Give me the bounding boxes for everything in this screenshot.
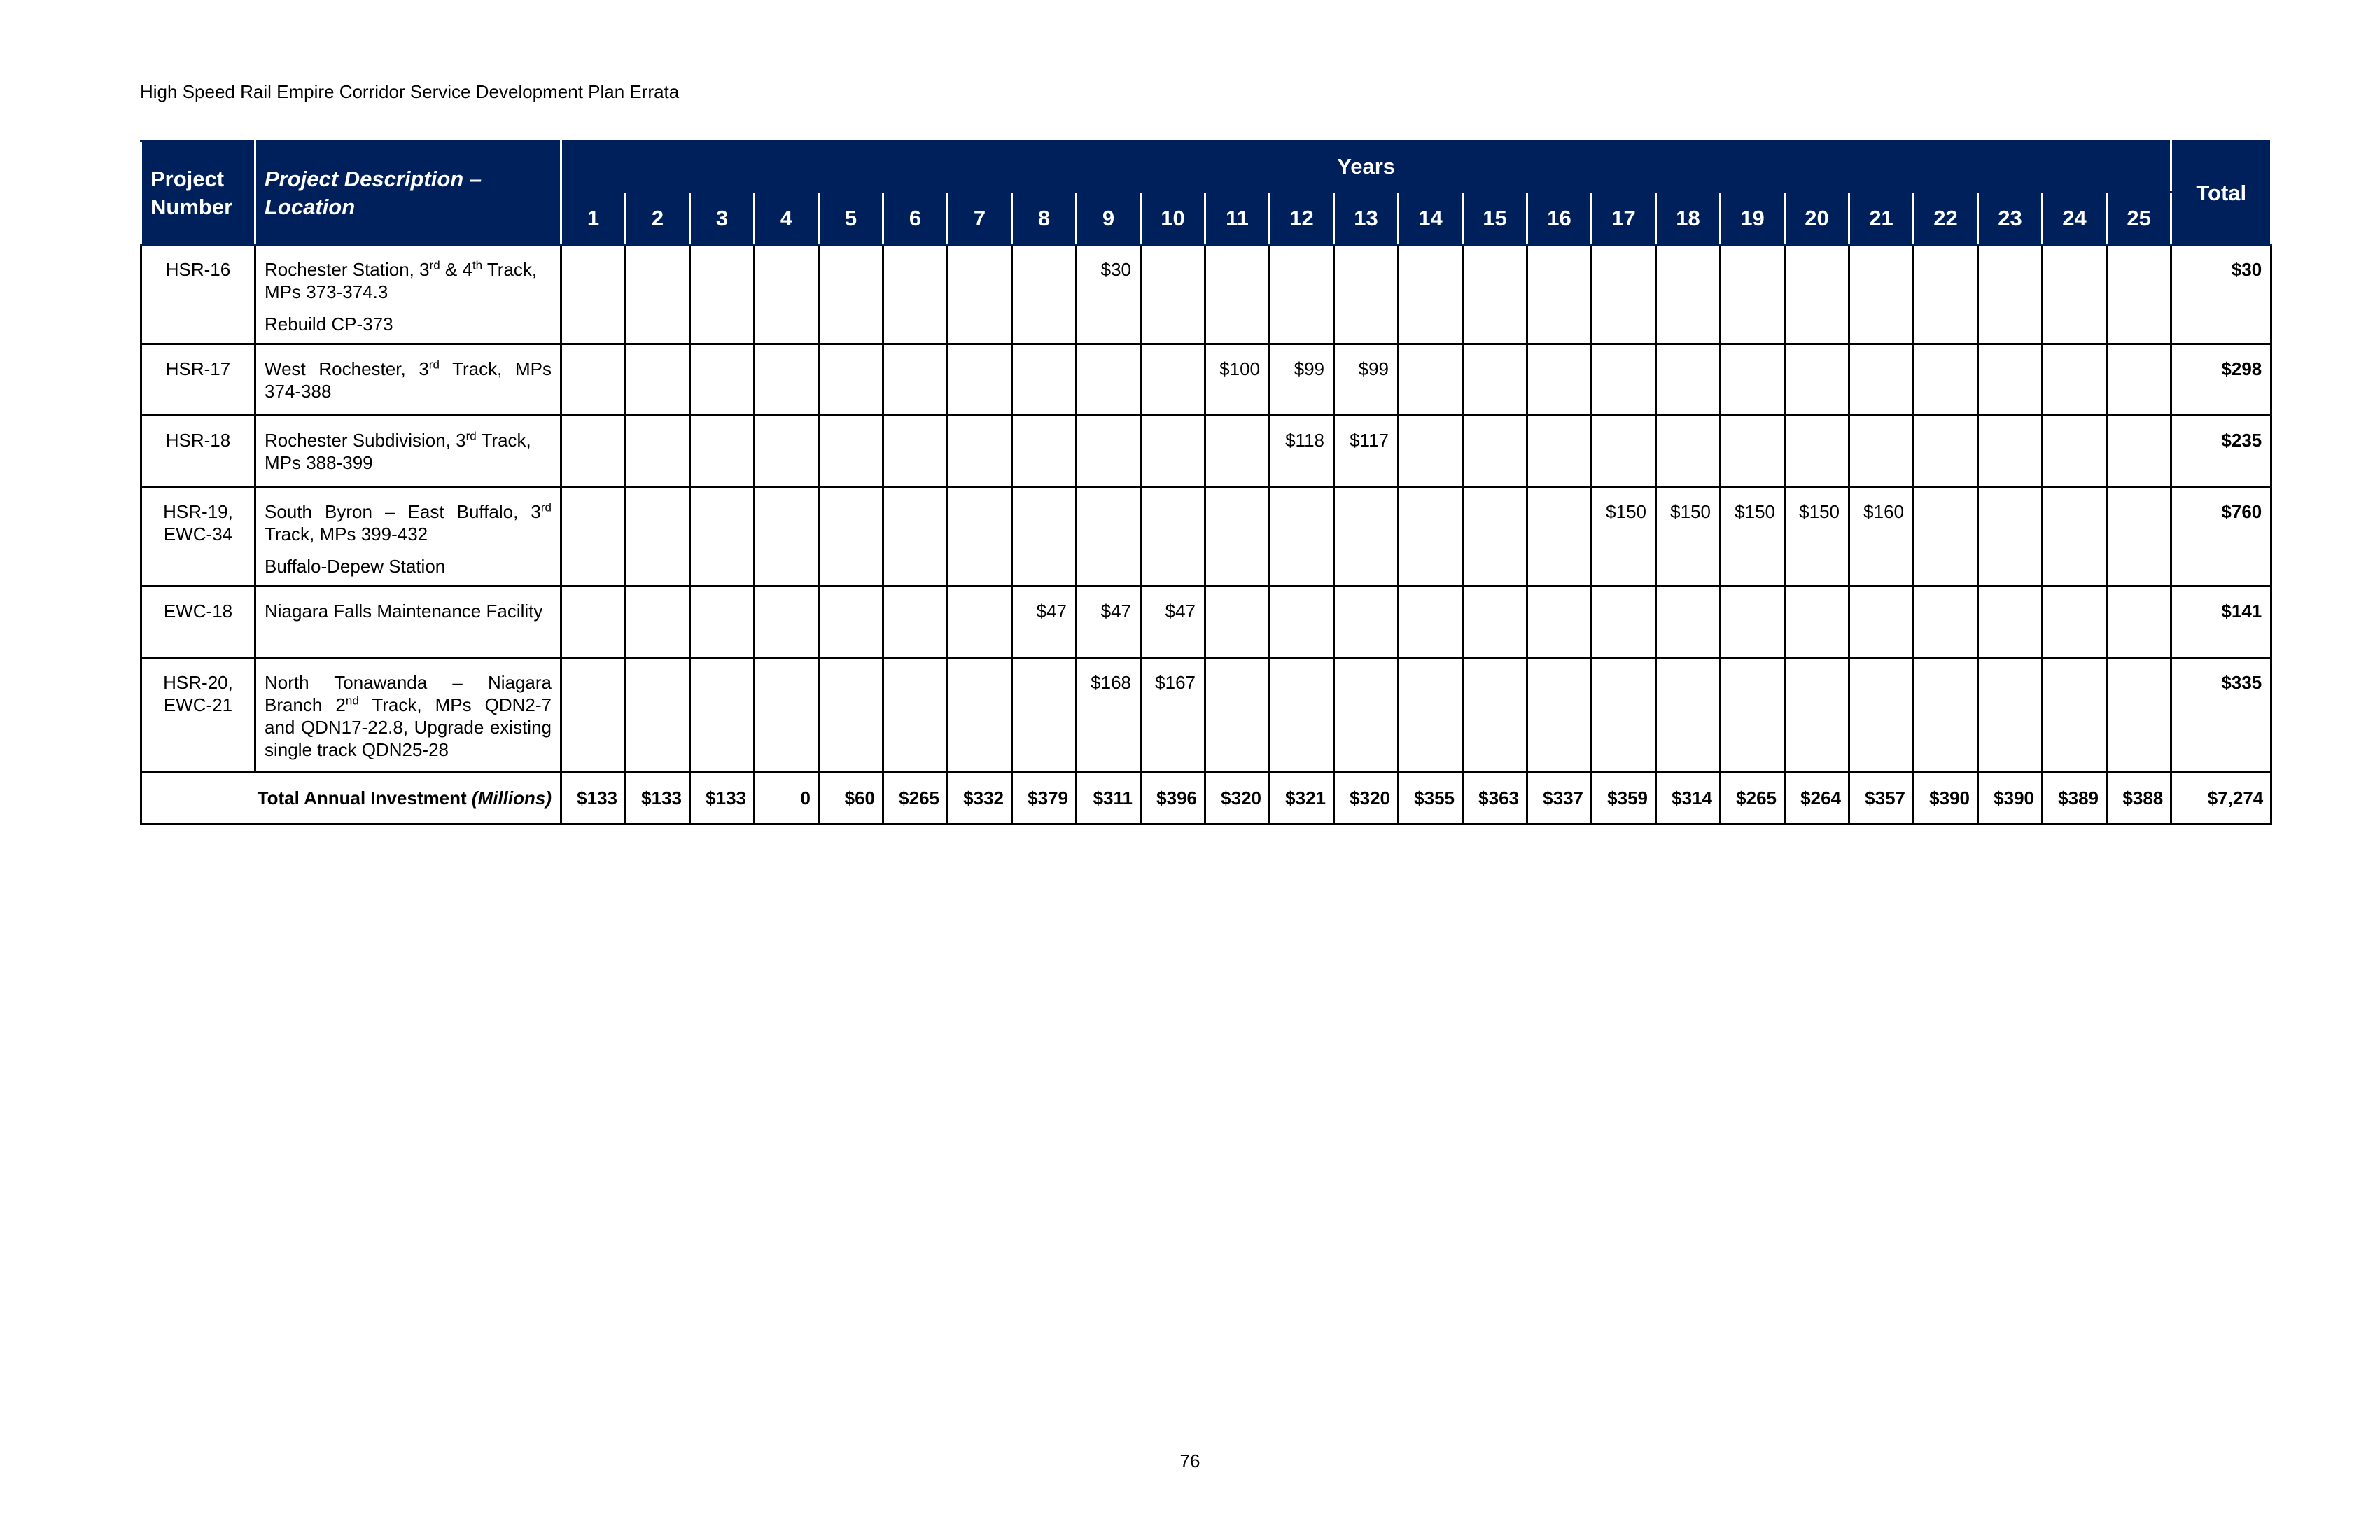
year-value-cell [1141, 344, 1205, 416]
year-value-cell [1785, 245, 1849, 344]
header-year-10: 10 [1141, 192, 1205, 245]
year-value-cell [819, 344, 883, 416]
annual-total-cell: $60 [819, 773, 883, 825]
year-value-cell [755, 344, 819, 416]
year-value-cell [1399, 245, 1463, 344]
page-number: 76 [1180, 1450, 1200, 1471]
year-value-cell [690, 344, 755, 416]
header-year-7: 7 [948, 192, 1012, 245]
year-value-cell [883, 587, 948, 658]
year-value-cell: $150 [1785, 487, 1849, 587]
annual-total-cell: $389 [2043, 773, 2107, 825]
year-value-cell: $118 [1270, 416, 1334, 487]
year-value-cell [948, 245, 1012, 344]
year-value-cell [1527, 487, 1592, 587]
annual-total-cell: $363 [1463, 773, 1527, 825]
year-value-cell [626, 245, 690, 344]
year-value-cell [1721, 245, 1785, 344]
year-value-cell [1399, 487, 1463, 587]
year-value-cell [1914, 658, 1978, 773]
row-total-cell: $298 [2171, 344, 2272, 416]
year-value-cell [1978, 245, 2043, 344]
annual-total-cell: $388 [2107, 773, 2171, 825]
year-value-cell: $168 [1077, 658, 1141, 773]
year-value-cell [626, 416, 690, 487]
year-value-cell [1463, 245, 1527, 344]
header-year-13: 13 [1334, 192, 1399, 245]
annual-total-cell: $311 [1077, 773, 1141, 825]
year-value-cell [1527, 344, 1592, 416]
year-value-cell [755, 587, 819, 658]
header-year-6: 6 [883, 192, 948, 245]
annual-total-cell: $265 [1721, 773, 1785, 825]
annual-total-cell: $390 [1914, 773, 1978, 825]
header-years: Years [561, 141, 2171, 192]
project-description-cell [255, 344, 561, 416]
project-number-cell: HSR-17 [141, 344, 255, 416]
year-value-cell [1592, 416, 1656, 487]
year-value-cell [2107, 487, 2171, 587]
year-value-cell [1849, 658, 1914, 773]
header-year-5: 5 [819, 192, 883, 245]
project-description-text: Rochester Subdivision, 3rd Track, MPs 388-399 [265, 429, 531, 473]
year-value-cell [1721, 587, 1785, 658]
header-year-11: 11 [1205, 192, 1270, 245]
year-value-cell [1012, 344, 1077, 416]
annual-total-cell: $357 [1849, 773, 1914, 825]
year-value-cell: $100 [1205, 344, 1270, 416]
annual-total-cell: $359 [1592, 773, 1656, 825]
header-year-4: 4 [755, 192, 819, 245]
header-year-16: 16 [1527, 192, 1592, 245]
header-year-24: 24 [2043, 192, 2107, 245]
year-value-cell [948, 658, 1012, 773]
header-year-1: 1 [561, 192, 626, 245]
row-total-cell: $30 [2171, 245, 2272, 344]
year-value-cell [690, 245, 755, 344]
year-value-cell [948, 487, 1012, 587]
year-value-cell [1527, 416, 1592, 487]
year-value-cell [561, 245, 626, 344]
annual-total-cell: $396 [1141, 773, 1205, 825]
year-value-cell [2107, 416, 2171, 487]
year-value-cell [1721, 416, 1785, 487]
table-row [141, 658, 2272, 773]
year-value-cell: $99 [1334, 344, 1399, 416]
annual-total-cell: $133 [626, 773, 690, 825]
project-description-text: North Tonawanda – Niagara Branch 2nd Track, MPs QDN2-7 and QDN17-22.8, Upgrade existing single track QDN25-28 [265, 672, 552, 760]
year-value-cell [1592, 658, 1656, 773]
year-value-cell: $99 [1270, 344, 1334, 416]
header-year-12: 12 [1270, 192, 1334, 245]
year-value-cell [1205, 245, 1270, 344]
year-value-cell: $150 [1592, 487, 1656, 587]
year-value-cell [948, 587, 1012, 658]
year-value-cell [2043, 245, 2107, 344]
year-value-cell [1527, 245, 1592, 344]
year-value-cell [1849, 245, 1914, 344]
year-value-cell [1463, 587, 1527, 658]
year-value-cell [690, 658, 755, 773]
row-total-cell: $760 [2171, 487, 2272, 587]
year-value-cell [819, 487, 883, 587]
totals-label-units: (Millions) [471, 788, 552, 808]
year-value-cell [1463, 658, 1527, 773]
year-value-cell [2043, 487, 2107, 587]
annual-total-cell: $379 [1012, 773, 1077, 825]
year-value-cell [561, 344, 626, 416]
year-value-cell [1849, 416, 1914, 487]
table-row [141, 344, 2272, 416]
year-value-cell [1077, 416, 1141, 487]
year-value-cell [1270, 245, 1334, 344]
year-value-cell [1785, 587, 1849, 658]
year-value-cell [755, 487, 819, 587]
year-value-cell [690, 416, 755, 487]
year-value-cell [1849, 587, 1914, 658]
annual-total-cell: $320 [1205, 773, 1270, 825]
year-value-cell [883, 416, 948, 487]
year-value-cell [1978, 344, 2043, 416]
year-value-cell: $47 [1012, 587, 1077, 658]
year-value-cell [1141, 416, 1205, 487]
year-value-cell: $150 [1721, 487, 1785, 587]
year-value-cell [1012, 487, 1077, 587]
totals-row [141, 773, 2272, 825]
year-value-cell [1978, 658, 2043, 773]
row-total-cell: $335 [2171, 658, 2272, 773]
table-row [141, 587, 2272, 658]
project-number-cell: HSR-16 [141, 245, 255, 344]
year-value-cell [1077, 487, 1141, 587]
year-value-cell [1205, 658, 1270, 773]
annual-total-cell: $314 [1656, 773, 1721, 825]
year-value-cell: $47 [1141, 587, 1205, 658]
year-value-cell [1399, 416, 1463, 487]
project-number-cell: EWC-18 [141, 587, 255, 658]
year-value-cell [948, 416, 1012, 487]
header-year-19: 19 [1721, 192, 1785, 245]
year-value-cell [561, 587, 626, 658]
year-value-cell [755, 658, 819, 773]
year-value-cell [1914, 587, 1978, 658]
year-value-cell [626, 487, 690, 587]
header-year-8: 8 [1012, 192, 1077, 245]
header-year-2: 2 [626, 192, 690, 245]
year-value-cell [1721, 658, 1785, 773]
year-value-cell [2107, 344, 2171, 416]
year-value-cell [1334, 245, 1399, 344]
year-value-cell: $150 [1656, 487, 1721, 587]
grand-total-cell: $7,274 [2171, 773, 2272, 825]
year-value-cell [561, 487, 626, 587]
year-value-cell [1785, 658, 1849, 773]
year-value-cell [1978, 587, 2043, 658]
year-value-cell [1270, 487, 1334, 587]
project-description-cell [255, 245, 561, 344]
annual-total-cell: $133 [690, 773, 755, 825]
year-value-cell [1978, 487, 2043, 587]
year-value-cell [1656, 658, 1721, 773]
year-value-cell [1463, 344, 1527, 416]
year-value-cell [1914, 245, 1978, 344]
year-value-cell [1914, 344, 1978, 416]
year-value-cell [2043, 587, 2107, 658]
year-value-cell [690, 487, 755, 587]
year-value-cell [1656, 587, 1721, 658]
project-description-subline: Rebuild CP-373 [265, 314, 393, 335]
year-value-cell [1334, 658, 1399, 773]
project-description-cell [255, 487, 561, 587]
header-year-18: 18 [1656, 192, 1721, 245]
header-year-23: 23 [1978, 192, 2043, 245]
year-value-cell [883, 245, 948, 344]
table-row [141, 416, 2272, 487]
header-year-17: 17 [1592, 192, 1656, 245]
year-value-cell [1141, 245, 1205, 344]
header-year-14: 14 [1399, 192, 1463, 245]
year-value-cell [819, 587, 883, 658]
year-value-cell [1334, 487, 1399, 587]
table-row [141, 245, 2272, 344]
year-value-cell [1270, 587, 1334, 658]
year-value-cell [561, 658, 626, 773]
header-row-top [141, 141, 2272, 192]
year-value-cell [1914, 487, 1978, 587]
year-value-cell [1656, 416, 1721, 487]
year-value-cell [1527, 587, 1592, 658]
year-value-cell: $117 [1334, 416, 1399, 487]
year-value-cell [1656, 344, 1721, 416]
year-value-cell [819, 245, 883, 344]
project-description-text: Niagara Falls Maintenance Facility [265, 601, 543, 622]
project-number-cell: HSR-20, EWC-21 [141, 658, 255, 773]
table-row [141, 487, 2272, 587]
annual-total-cell: $355 [1399, 773, 1463, 825]
year-value-cell [2043, 344, 2107, 416]
year-value-cell [755, 416, 819, 487]
year-value-cell [1656, 245, 1721, 344]
year-value-cell [690, 587, 755, 658]
header-year-20: 20 [1785, 192, 1849, 245]
year-value-cell [2107, 658, 2171, 773]
year-value-cell [1399, 587, 1463, 658]
year-value-cell [2107, 245, 2171, 344]
year-value-cell: $167 [1141, 658, 1205, 773]
project-description-cell [255, 658, 561, 773]
row-total-cell: $235 [2171, 416, 2272, 487]
header-year-25: 25 [2107, 192, 2171, 245]
year-value-cell [561, 416, 626, 487]
year-value-cell [1785, 416, 1849, 487]
header-year-15: 15 [1463, 192, 1527, 245]
header-project-number: Project Number [141, 141, 255, 245]
annual-total-cell: 0 [755, 773, 819, 825]
project-number-cell: HSR-18 [141, 416, 255, 487]
project-description-text: West Rochester, 3rd Track, MPs 374-388 [265, 358, 552, 402]
year-value-cell [1978, 416, 2043, 487]
row-total-cell: $141 [2171, 587, 2272, 658]
annual-total-cell: $337 [1527, 773, 1592, 825]
totals-label-text: Total Annual Investment [257, 788, 472, 808]
year-value-cell [883, 658, 948, 773]
annual-total-cell: $390 [1978, 773, 2043, 825]
year-value-cell [626, 658, 690, 773]
annual-total-cell: $321 [1270, 773, 1334, 825]
totals-label [141, 773, 561, 825]
year-value-cell [819, 658, 883, 773]
year-value-cell [626, 587, 690, 658]
annual-total-cell: $265 [883, 773, 948, 825]
year-value-cell [1077, 344, 1141, 416]
project-description-text: South Byron – East Buffalo, 3rd Track, MPs 399-432 [265, 500, 552, 545]
year-value-cell [1914, 416, 1978, 487]
header-year-22: 22 [1914, 192, 1978, 245]
year-value-cell [819, 416, 883, 487]
year-value-cell [1334, 587, 1399, 658]
year-value-cell: $160 [1849, 487, 1914, 587]
year-value-cell [626, 344, 690, 416]
year-value-cell [1205, 587, 1270, 658]
year-value-cell [1527, 658, 1592, 773]
table-body [141, 245, 2272, 825]
annual-total-cell: $264 [1785, 773, 1849, 825]
year-value-cell [883, 344, 948, 416]
project-description-cell [255, 416, 561, 487]
annual-total-cell: $133 [561, 773, 626, 825]
header-total: Total [2171, 141, 2272, 245]
year-value-cell [1270, 658, 1334, 773]
year-value-cell [1849, 344, 1914, 416]
year-value-cell [1012, 245, 1077, 344]
year-value-cell [1592, 344, 1656, 416]
year-value-cell: $30 [1077, 245, 1141, 344]
header-year-21: 21 [1849, 192, 1914, 245]
year-value-cell [1205, 487, 1270, 587]
project-number-cell: HSR-19, EWC-34 [141, 487, 255, 587]
year-value-cell [1592, 587, 1656, 658]
year-value-cell [883, 487, 948, 587]
document-header: High Speed Rail Empire Corridor Service Development Plan Errata [140, 81, 680, 102]
project-description-cell [255, 587, 561, 658]
year-value-cell [2043, 416, 2107, 487]
year-value-cell [1012, 416, 1077, 487]
year-value-cell [1721, 344, 1785, 416]
year-value-cell [755, 245, 819, 344]
annual-total-cell: $320 [1334, 773, 1399, 825]
year-value-cell: $47 [1077, 587, 1141, 658]
year-value-cell [1592, 245, 1656, 344]
project-description-text: Rochester Station, 3rd & 4th Track, MPs 373-374.3 [265, 258, 538, 302]
year-value-cell [1463, 416, 1527, 487]
year-value-cell [948, 344, 1012, 416]
year-value-cell [2043, 658, 2107, 773]
investment-table [140, 140, 2272, 825]
year-value-cell [2107, 587, 2171, 658]
project-description-subline: Buffalo-Depew Station [265, 556, 446, 577]
year-value-cell [1399, 658, 1463, 773]
year-value-cell [1141, 487, 1205, 587]
header-project-description: Project Description – Location [255, 141, 561, 245]
year-value-cell [1012, 658, 1077, 773]
header-year-3: 3 [690, 192, 755, 245]
year-value-cell [1785, 344, 1849, 416]
year-value-cell [1399, 344, 1463, 416]
year-value-cell [1205, 416, 1270, 487]
year-value-cell [1463, 487, 1527, 587]
header-year-9: 9 [1077, 192, 1141, 245]
annual-total-cell: $332 [948, 773, 1012, 825]
